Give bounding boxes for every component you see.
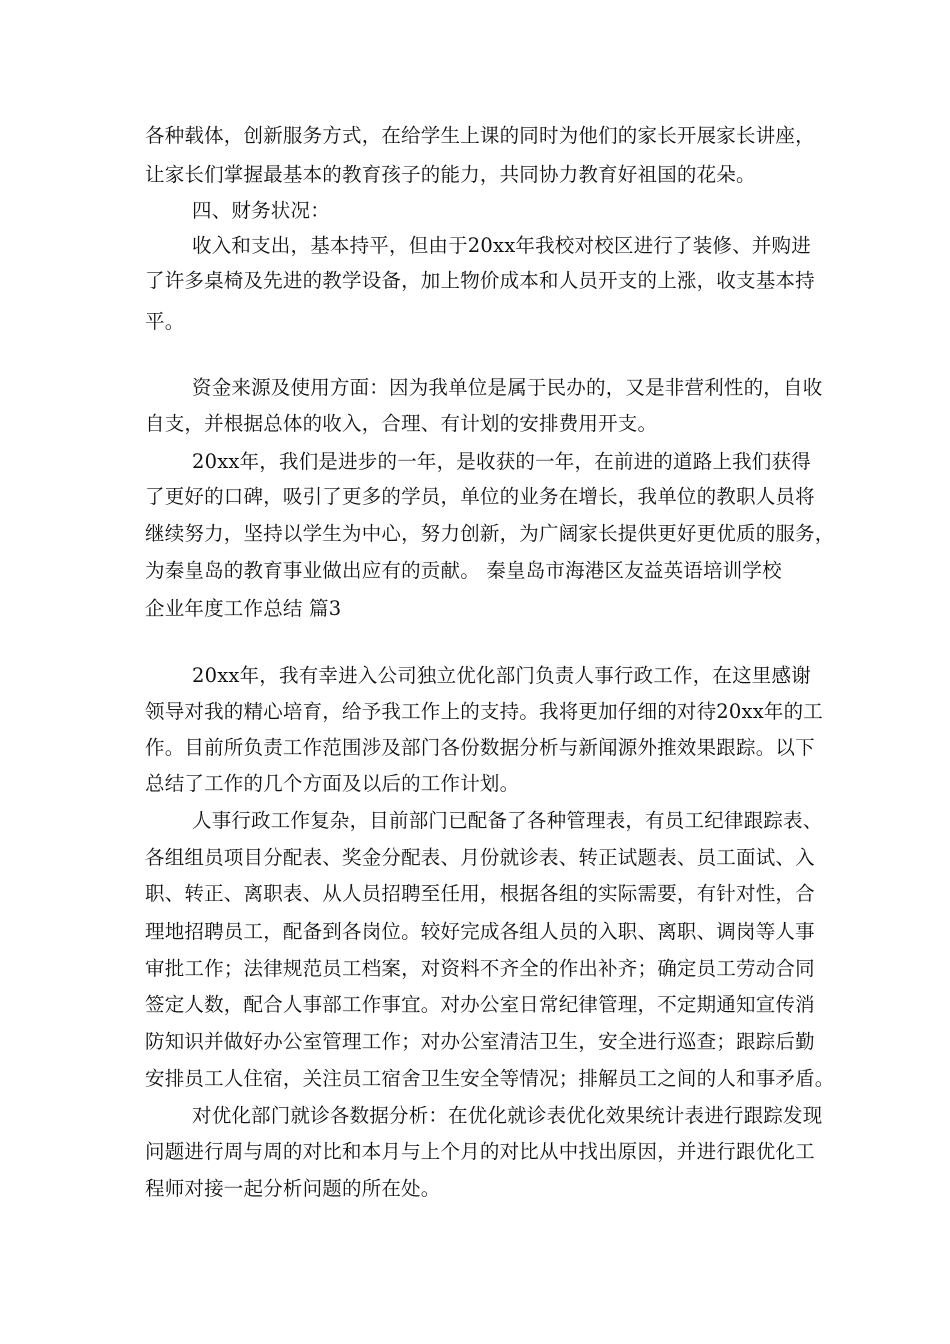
text-line: 审批工作；法律规范员工档案，对资料不齐全的作出补齐；确定员工劳动合同 bbox=[145, 957, 815, 980]
text-line: 安排员工人住宿，关注员工宿舍卫生安全等情况；排解员工之间的人和事矛盾。 bbox=[145, 1067, 835, 1090]
section-title: 企业年度工作总结 篇3 bbox=[145, 597, 342, 620]
text-line: 自支，并根据总体的收入，合理、有计划的安排费用开支。 bbox=[145, 412, 658, 435]
text-line: 让家长们掌握最基本的教育孩子的能力，共同协力教育好祖国的花朵。 bbox=[145, 163, 756, 186]
text-line: 签定人数，配合人事部工作事宜。对办公室日常纪律管理，不定期通知宣传消 bbox=[145, 993, 815, 1016]
text-line: 各组组员项目分配表、奖金分配表、月份就诊表、转正试题表、员工面试、入 bbox=[145, 846, 815, 869]
text-line: 20xx年，我有幸进入公司独立优化部门负责人事行政工作，在这里感谢 bbox=[192, 664, 811, 687]
text-line: 收入和支出，基本持平，但由于20xx年我校对校区进行了装修、并购进 bbox=[192, 234, 811, 257]
text-line: 继续努力，坚持以学生为中心，努力创新，为广阔家长提供更好更优质的服务， bbox=[145, 522, 835, 545]
text-line: 各种载体，创新服务方式，在给学生上课的同时为他们的家长开展家长讲座， bbox=[145, 124, 815, 147]
text-line: 人事行政工作复杂，目前部门已配备了各种管理表，有员工纪律跟踪表、 bbox=[192, 809, 823, 832]
text-line: 领导对我的精心培育，给予我工作上的支持。我将更加仔细的对待20xx年的工 bbox=[145, 700, 824, 723]
text-line: 了许多桌椅及先进的教学设备，加上物价成本和人员开支的上涨，收支基本持 bbox=[145, 269, 815, 292]
text-line: 问题进行周与周的对比和本月与上个月的对比从中找出原因，并进行跟优化工 bbox=[145, 1140, 815, 1163]
text-line: 程师对接一起分析问题的所在处。 bbox=[145, 1177, 441, 1200]
text-line: 平。 bbox=[145, 310, 185, 333]
text-line: 对优化部门就诊各数据分析：在优化就诊表优化效果统计表进行跟踪发现 bbox=[192, 1104, 823, 1127]
text-line: 作。目前所负责工作范围涉及部门各份数据分析与新闻源外推效果跟踪。以下 bbox=[145, 736, 815, 759]
section-heading: 四、财务状况： bbox=[192, 199, 330, 222]
text-line: 资金来源及使用方面：因为我单位是属于民办的，又是非营利性的，自收 bbox=[192, 376, 823, 399]
text-line: 为秦皇岛的教育事业做出应有的贡献。 秦皇岛市海港区友益英语培训学校 bbox=[145, 559, 782, 582]
text-line: 了更好的口碑，吸引了更多的学员，单位的业务在增长，我单位的教职人员将 bbox=[145, 485, 815, 508]
text-line: 职、转正、离职表、从人员招聘至任用，根据各组的实际需要，有针对性，合 bbox=[145, 882, 815, 905]
text-line: 总结了工作的几个方面及以后的工作计划。 bbox=[145, 772, 520, 795]
text-line: 20xx年，我们是进步的一年，是收获的一年，在前进的道路上我们获得 bbox=[192, 450, 811, 473]
text-line: 防知识并做好办公室管理工作；对办公室清洁卫生，安全进行巡查；跟踪后勤 bbox=[145, 1030, 815, 1053]
text-line: 理地招聘员工，配备到各岗位。较好完成各组人员的入职、离职、调岗等人事 bbox=[145, 920, 815, 943]
